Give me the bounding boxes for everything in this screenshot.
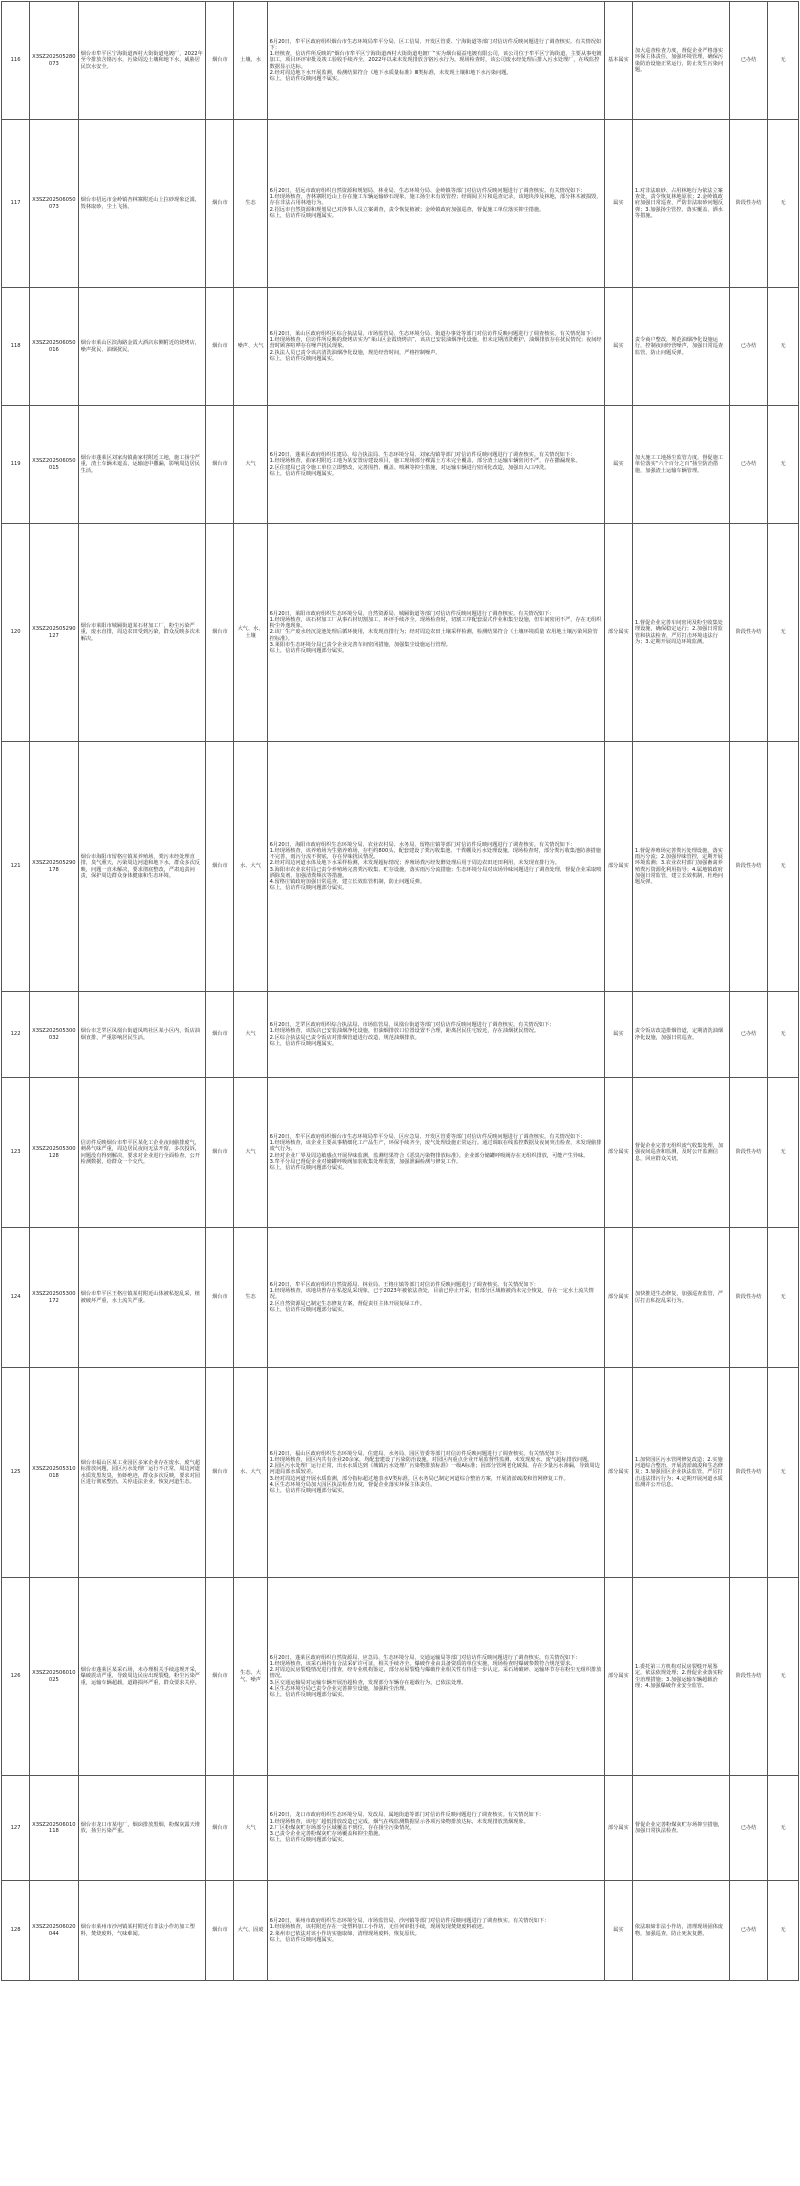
handling-measures: 加大施工工地扬尘监管力度，督促施工单位落实“六个百分之百”扬尘防治措施，加强渣土运输车辆管理。 <box>632 406 729 524</box>
pollution-type: 土壤、水 <box>234 2 267 120</box>
verification-level: 部分属实 <box>604 742 632 992</box>
investigation-text: 6月20日，福山区政府组织生态环境分局、住建局、水务局、园区管委等部门对信访件反映问题进行了调查核实。有关情况如下： 1.经现场核查，园区内共有企业20余家，均配套建设了污染防治设施。对园区内重点企业开展监督性监测，未发现废水、废气超标排放问题。 2.园区污水处理厂运行正常，出水水质达到《城镇污水处理厂污染物排放标准》一级A标准；因部分管网老化破损，存在少量污水渗漏，导致周边河道局部水质较差。 3.经对周边河道开展水质监测，部分指标超过地表水Ⅴ类标准。区水务局已制定河道综合整治方案，开展清淤疏浚和管网修复工作。 4.区生态环境分局加大园区执法检查力度，督促企业落实环保主体责任。 综上，信访件反映问题部分属实。 <box>269 1450 600 1494</box>
pollution-type: 大气 <box>234 1078 267 1228</box>
investigation-result <box>267 1776 604 1881</box>
completion-status: 阶段性办结 <box>729 1228 767 1368</box>
row-number: 128 <box>2 1881 30 1981</box>
petition-code: X3SZ202506020044 <box>30 1881 79 1981</box>
petition-code: X3SZ202506050016 <box>30 288 79 406</box>
investigation-text: 6月20日，牟平区政府组织自然资源局、林业局、王格庄镇等部门对信访件反映问题进行了调查核实。有关情况如下： 1.经现场核查，该地块曾存在私挖乱采现象，已于2023年被依法查处，目前已停止开采，但部分区域植被尚未完全恢复，存在一定水土流失情况。 2.区自然资源局已制定生态修复方案，督促责任主体开展复绿工作。 综上，信访件反映问题部分属实。 <box>269 1281 594 1313</box>
administrative-region: 烟台市 <box>206 1881 234 1981</box>
completion-status: 阶段性办结 <box>729 120 767 288</box>
row-number: 119 <box>2 406 30 524</box>
accountability: 无 <box>768 2 799 120</box>
petition-content: 烟台市牟平区王格庄镇某村附近山体被私挖乱采，植被破坏严重，水土流失严重。 <box>78 1228 206 1368</box>
administrative-region: 烟台市 <box>206 1578 234 1776</box>
petition-table <box>1 1 799 1981</box>
petition-content: 烟台市蓬莱区刘家沟镇曲家村附近工地，施工扬尘严重，渣土车辆未遮盖，运输途中撒漏，影响周边居民生活。 <box>78 406 206 524</box>
petition-content: 烟台市海阳市留格庄镇某养殖场，粪污未经处理直排，臭气熏天，污染周边河道和地下水，群众多次反映，问题一直未解决，要求彻底整改，严肃追责问责，保护周边群众身体健康和生态环境。 <box>78 742 206 992</box>
investigation-text: 6月20日，牟平区政府组织烟台市生态环境局牟平分局、区应急局、开发区管委等部门对信访件反映问题进行了调查核实。有关情况如下： 1.经现场核查，该企业主要从事精细化工产品生产，环保手续齐全，废气处理设施正常运行。通过调取在线监控数据及夜间突击检查，未发现偷排废气行为。 2.经对企业厂界及周边敏感点开展异味监测，监测结果符合《恶臭污染物排放标准》。企业部分储罐呼吸阀存在无组织排放，可能产生异味。 3.牟平分局已督促企业对储罐呼吸阀加装收集处理装置，加强泄漏检测与修复工作。 综上，信访件反映问题部分属实。 <box>269 1133 602 1171</box>
investigation-text: 6月20日，莱州市政府组织生态环境分局、市场监管局、沙河镇等部门对信访件反映问题进行了调查核实。有关情况如下： 1.经现场核查，该村附近存在一处塑料加工小作坊，无任何审批手续，现场发现焚烧废料痕迹。 2.莱州市已依法对该小作坊实施取缔，清理现场废料，恢复原状。 综上，信访件反映问题属实。 <box>269 1918 550 1943</box>
handling-measures: 加大巡查检查力度，督促企业严格落实环保主体责任，加强环境管理，确保污染防治设施正常运行，防止发生污染问题。 <box>632 2 729 120</box>
investigation-result <box>267 1228 604 1368</box>
investigation-result <box>267 1078 604 1228</box>
row-number: 116 <box>2 2 30 120</box>
verification-level: 部分属实 <box>604 524 632 742</box>
accountability: 无 <box>768 1078 799 1228</box>
pollution-type: 生态 <box>234 120 267 288</box>
table-row <box>2 1881 799 1981</box>
petition-content: 信访件反映烟台市牟平区某化工企业夜间偷排废气，刺鼻气味严重，周边居民夜间无法开窗，多次投诉，问题没有得到解决，要求对企业进行全面检查，公开检测数据，给群众一个交代。 <box>78 1078 206 1228</box>
verification-level: 部分属实 <box>604 1776 632 1881</box>
investigation-result <box>267 120 604 288</box>
row-number: 126 <box>2 1578 30 1776</box>
petition-code: X3SZ202506010025 <box>30 1578 79 1776</box>
accountability: 无 <box>768 406 799 524</box>
row-number: 122 <box>2 992 30 1078</box>
petition-code: X3SZ202505280073 <box>30 2 79 120</box>
completion-status: 阶段性办结 <box>729 1078 767 1228</box>
table-row <box>2 742 799 992</box>
verification-level: 属实 <box>604 406 632 524</box>
investigation-text: 6月20日，招远市政府组织自然资源和规划局、林业局、生态环境分局、金岭镇等部门对信访件反映问题进行了调查核实。有关情况如下： 1.经现场核查，杏林寨附近山上存在施工车辆运输砂石现象，施工扬尘未有效管控；经调阅卫片和巡查记录，该地块涉及林地，部分林木被损毁，存在非法占用林地行为。 2.招远市自然资源和规划局已对涉事人员立案调查，责令恢复植被；金岭镇政府加强巡查，督促施工单位落实抑尘措施。 综上，信访件反映问题属实。 <box>269 187 602 219</box>
handling-measures: 1.加快园区污水管网修复改造；2.实施河道综合整治，开展清淤疏浚和生态修复；3.加强园区企业执法监管，严厉打击违法排污行为；4.定期开展河道水质监测并公开信息。 <box>632 1368 729 1578</box>
table-row <box>2 1368 799 1578</box>
administrative-region: 烟台市 <box>206 1078 234 1228</box>
administrative-region: 烟台市 <box>206 1228 234 1368</box>
petition-content: 烟台市莱州市沙河镇某村附近有非法小作坊加工塑料，焚烧废料，气味难闻。 <box>78 1881 206 1981</box>
handling-measures: 责令饭店改造排烟管道，定期清洗油烟净化设施，加强日常巡查。 <box>632 992 729 1078</box>
accountability: 无 <box>768 524 799 742</box>
accountability: 无 <box>768 1776 799 1881</box>
accountability: 无 <box>768 1881 799 1981</box>
investigation-text: 6月20日，蓬莱区政府组织自然资源局、应急局、生态环境分局、交通运输局等部门对信访件反映问题进行了调查核实。有关情况如下： 1.经现场核查，该采石场持有合法采矿许可证，相关手续齐全。爆破作业由具备资质的单位实施，现场检查时爆破参数符合规范要求。 2.对周边民房裂缝情况进行排查，经专业机构鉴定，部分房屋裂缝与爆破作业相关性有待进一步认定。采石场破碎、运输环节存在粉尘无组织排放情况。 3.区交通运输局对运输车辆开展治超检查，发现部分车辆存在超载行为，已依法处理。 4.区生态环境分局已责令企业完善抑尘设施，加强粉尘治理。 综上，信访件反映问题部分属实。 <box>269 1654 602 1698</box>
petition-content: 烟台市招远市金岭镇杏林寨附近山上拉砂现象泛滥，毁林取砂，尘土飞扬。 <box>78 120 206 288</box>
administrative-region: 烟台市 <box>206 1776 234 1881</box>
petition-content: 烟台市龙口市某电厂，烟囱排放黑烟，粉煤灰露天堆放，扬尘污染严重。 <box>78 1776 206 1881</box>
accountability: 无 <box>768 1578 799 1776</box>
row-number: 120 <box>2 524 30 742</box>
investigation-result <box>267 1368 604 1578</box>
handling-measures: 加快推进生态修复，加强巡查监管，严厉打击私挖乱采行为。 <box>632 1228 729 1368</box>
completion-status: 已办结 <box>729 406 767 524</box>
completion-status: 已办结 <box>729 2 767 120</box>
table-row <box>2 288 799 406</box>
investigation-result <box>267 1578 604 1776</box>
administrative-region: 烟台市 <box>206 524 234 742</box>
petition-content: 烟台市福山区某工业园区多家企业存在废水、废气超标排放问题，园区污水处理厂运行不正常，周边河道水质发黑发臭，鱼虾绝迹，群众多次反映，要求对园区进行彻底整治，关停违法企业，恢复河道生态。 <box>78 1368 206 1578</box>
investigation-text: 6月20日，蓬莱区政府组织住建局、综合执法局、生态环境分局、刘家沟镇等部门对信访件反映问题进行了调查核实。有关情况如下： 1.经现场核查，曲家村附近工地为某安置房建设项目，施工现场部分裸露土方未完全覆盖，部分渣土运输车辆密闭不严，存在撒漏现象。 2.区住建局已责令施工单位立即整改，完善围挡、覆盖、喷淋等抑尘措施，对运输车辆进行密闭化改造，加强出入口冲洗。 综上，信访件反映问题属实。 <box>269 452 581 477</box>
row-number: 124 <box>2 1228 30 1368</box>
petition-code: X3SZ202506010118 <box>30 1776 79 1881</box>
petition-content: 烟台市芝罘区凤凰台街道凤鸣社区某小区内，饭店油烟直排，严重影响居民生活。 <box>78 992 206 1078</box>
investigation-text: 6月20日，莱阳市政府组织生态环境分局、自然资源局、城厢街道等部门对信访件反映问题进行了调查核实。有关情况如下： 1.经现场核查，该石材加工厂从事石材切割加工，环评手续齐全。现场检查时，切割工序配套湿式作业和集尘设施，但车间密闭不严，存在无组织粉尘外逸现象。 2.该厂生产废水经沉淀池处理后循环使用，未发现直排行为；经对周边农田土壤采样检测，检测结果符合《土壤环境质量 农用地土壤污染风险管控标准》。 3.莱阳市生态环境分局已责令企业完善车间密闭措施，加强集尘设施运行管理。 综上，信访件反映问题部分属实。 <box>269 610 602 654</box>
accountability: 无 <box>768 1228 799 1368</box>
investigation-result <box>267 992 604 1078</box>
row-number: 123 <box>2 1078 30 1228</box>
petition-content: 烟台市莱阳市城厢街道某石材加工厂，粉尘污染严重，废水直排，周边农田受到污染，群众反映多次未解决。 <box>78 524 206 742</box>
handling-measures: 1.督促养殖场完善粪污处理设施，落实雨污分流；2.加强异味管控，定期开展环境监测；3.农业农村部门加强畜禽养殖粪污资源化利用指导；4.属地镇政府加强日常监管，建立长效机制，杜绝问题反弹。 <box>632 742 729 992</box>
verification-level: 部分属实 <box>604 1578 632 1776</box>
administrative-region: 烟台市 <box>206 742 234 992</box>
investigation-text: 6月20日，芝罘区政府组织综合执法局、市场监管局、凤凰台街道等部门对信访件反映问题进行了调查核实。有关情况如下： 1.经现场核查，该饭店已安装油烟净化设施，但油烟排放口位置设置不合理，距离居民住宅较近，存在油烟扰民情况。 2.区综合执法局已责令饭店对排烟管道进行改造，规范油烟排放。 综上，信访件反映问题属实。 <box>269 1022 555 1047</box>
verification-level: 部分属实 <box>604 1368 632 1578</box>
table-row <box>2 1776 799 1881</box>
completion-status: 已办结 <box>729 992 767 1078</box>
table-row <box>2 120 799 288</box>
completion-status: 已办结 <box>729 288 767 406</box>
handling-measures: 1.委托第三方机构对民房裂缝开展鉴定，依法依规处理；2.督促企业落实粉尘治理措施；3.加强运输车辆超载治理；4.加强爆破作业安全监管。 <box>632 1578 729 1776</box>
accountability: 无 <box>768 742 799 992</box>
investigation-result <box>267 288 604 406</box>
administrative-region: 烟台市 <box>206 1368 234 1578</box>
completion-status: 阶段性办结 <box>729 1368 767 1578</box>
petition-code: X3SZ202505290178 <box>30 742 79 992</box>
petition-code: X3SZ202505300032 <box>30 992 79 1078</box>
investigation-text: 6月20日，龙口市政府组织生态环境分局、发改局、属地街道等部门对信访件反映问题进行了调查核实。有关情况如下： 1.经现场核查，该电厂超低排放改造已完成，烟气在线监测数据显示各项污染物排放达标，未发现排放黑烟现象。 2.厂区粉煤灰贮存场部分区域覆盖不到位，存在扬尘污染情况。 3.已责令企业完善粉煤灰贮存场覆盖和抑尘措施。 综上，信访件反映问题部分属实。 <box>269 1812 545 1844</box>
completion-status: 已办结 <box>729 1776 767 1881</box>
administrative-region: 烟台市 <box>206 120 234 288</box>
table-row <box>2 1078 799 1228</box>
completion-status: 阶段性办结 <box>729 524 767 742</box>
handling-measures: 1.对非法取砂、占用林地行为依法立案查处，责令恢复林地原状；2.金岭镇政府加强日常巡查，严防非法取砂问题反弹；3.加强扬尘管控，落实覆盖、洒水等措施。 <box>632 120 729 288</box>
table-row <box>2 1228 799 1368</box>
investigation-text: 6月20日，牟平区政府组织烟台市生态环境局牟平分局、区工信局、开发区管委、宁海街道等部门对信访件反映问题进行了调查核实。有关情况如下： 1.经核查，信访件所反映的“烟台市牟平区宁海街道西村大街街道电镀厂”实为烟台福益电镀有限公司，该公司位于牟平区宁海街道，主要从事电镀加工，项目环评审批及竣工验收手续齐全，2022年以来未发现排放含铬污水行为。现场检查时，该公司废水经处理后排入污水处理厂，在线监控数据显示达标。 2.经对周边地下水开展监测，检测结果符合《地下水质量标准》Ⅲ类标准，未发现土壤和地下水污染问题。 综上，信访件反映问题不属实。 <box>269 38 602 82</box>
petition-code: X3SZ202505310018 <box>30 1368 79 1578</box>
row-number: 127 <box>2 1776 30 1881</box>
verification-level: 基本属实 <box>604 2 632 120</box>
pollution-type: 噪声、大气 <box>234 288 267 406</box>
pollution-type: 水、大气 <box>234 742 267 992</box>
accountability: 无 <box>768 120 799 288</box>
handling-measures: 责令商户整改，规范油烟净化设施运行，控制夜间经营噪声，加强日常巡查监管，防止问题反弹。 <box>632 288 729 406</box>
verification-level: 属实 <box>604 288 632 406</box>
row-number: 117 <box>2 120 30 288</box>
pollution-type: 大气 <box>234 1776 267 1881</box>
table-row <box>2 406 799 524</box>
petition-content: 烟台市莱山区滨海路金霞大酒店东侧附近的烧烤店，噪声扰民、油烟扰民。 <box>78 288 206 406</box>
completion-status: 阶段性办结 <box>729 1578 767 1776</box>
pollution-type: 生态 <box>234 1228 267 1368</box>
row-number: 118 <box>2 288 30 406</box>
petition-code: X3SZ202505290127 <box>30 524 79 742</box>
investigation-result <box>267 2 604 120</box>
verification-level: 属实 <box>604 1881 632 1981</box>
table-row <box>2 2 799 120</box>
pollution-type: 大气 <box>234 406 267 524</box>
verification-level: 属实 <box>604 992 632 1078</box>
administrative-region: 烟台市 <box>206 406 234 524</box>
completion-status: 阶段性办结 <box>729 742 767 992</box>
administrative-region: 烟台市 <box>206 288 234 406</box>
accountability: 无 <box>768 288 799 406</box>
handling-measures: 依法取缔非法小作坊，清理现场固体废物，加强巡查，防止死灰复燃。 <box>632 1881 729 1981</box>
pollution-type: 大气 <box>234 992 267 1078</box>
petition-code: X3SZ202506050015 <box>30 406 79 524</box>
petition-code: X3SZ202505300172 <box>30 1228 79 1368</box>
pollution-type: 生态、大气、噪声 <box>234 1578 267 1776</box>
accountability: 无 <box>768 1368 799 1578</box>
pollution-type: 大气、固废 <box>234 1881 267 1981</box>
pollution-type: 大气、水、土壤 <box>234 524 267 742</box>
row-number: 121 <box>2 742 30 992</box>
table-body <box>2 2 799 1981</box>
petition-content: 烟台市牟平区宁海街道西村大街街道电镀厂，2022年至今排放含铬污水，污染周边土壤和地下水，威胁居民饮水安全。 <box>78 2 206 120</box>
petition-code: X3SZ202505300128 <box>30 1078 79 1228</box>
administrative-region: 烟台市 <box>206 2 234 120</box>
row-number: 125 <box>2 1368 30 1578</box>
investigation-result <box>267 742 604 992</box>
investigation-text: 6月20日，海阳市政府组织生态环境分局、农业农村局、水务局、留格庄镇等部门对信访件反映问题进行了调查核实。有关情况如下： 1.经现场核查，该养殖场为生猪养殖场，存栏约800头，配套建设了粪污收集池、干粪棚及污水处理设施。现场检查时，部分粪污收集池防渗措施不完善，雨污分流不彻底，存在异味扰民情况。 2.经对周边河道水体及地下水采样检测，未发现超标情况；养殖场粪污经发酵处理后用于周边农田还田利用，未发现直排行为。 3.海阳市农业农村局已责令养殖场完善粪污收集、贮存设施，落实雨污分流措施；生态环境分局对该场异味问题进行了调查处理，督促企业采取喷洒除臭剂、加强清粪频次等措施。 4.留格庄镇政府加强日常巡查，建立长效监管机制，防止问题反弹。 综上，信访件反映问题部分属实。 <box>269 841 602 892</box>
accountability: 无 <box>768 992 799 1078</box>
pollution-type: 水、大气 <box>234 1368 267 1578</box>
verification-level: 部分属实 <box>604 1228 632 1368</box>
completion-status: 已办结 <box>729 1881 767 1981</box>
investigation-result <box>267 1881 604 1981</box>
administrative-region: 烟台市 <box>206 992 234 1078</box>
petition-content: 烟台市蓬莱区某采石场，未办理相关手续违规开采，爆破震动严重，导致周边民房出现裂缝，粉尘污染严重，运输车辆超载，道路损坏严重，群众要求关停。 <box>78 1578 206 1776</box>
handling-measures: 督促企业完善无组织废气收集处理，加强夜间巡查和监测，及时公开监测信息，回应群众关切。 <box>632 1078 729 1228</box>
verification-level: 属实 <box>604 120 632 288</box>
table-row <box>2 992 799 1078</box>
petition-code: X3SZ202506050073 <box>30 120 79 288</box>
investigation-text: 6月20日，莱山区政府组织区综合执法局、市场监管局、生态环境分局、街道办事处等部门对信访件反映问题进行了调查核实。有关情况如下： 1.经现场核查，信访件所反映的烧烤店实为“莱山区金霞烧烤店”，该店已安装油烟净化设施，但未定期清洗维护，油烟排放存在扰民情况；夜间经营时顾客喧哗存在噪声扰民现象。 2.执法人员已责令该店清洗油烟净化设施，规范经营时间，严格控制噪声。 综上，信访件反映问题属实。 <box>269 330 602 362</box>
handling-measures: 督促企业完善粉煤灰贮存场抑尘措施，加强日常执法检查。 <box>632 1776 729 1881</box>
table-row <box>2 1578 799 1776</box>
handling-measures: 1.督促企业完善车间密闭及粉尘收集处理设施，确保稳定运行；2.加强日常监管和执法检查，严厉打击环境违法行为；3.定期开展周边环境监测。 <box>632 524 729 742</box>
investigation-result <box>267 524 604 742</box>
verification-level: 部分属实 <box>604 1078 632 1228</box>
table-row <box>2 524 799 742</box>
investigation-result <box>267 406 604 524</box>
